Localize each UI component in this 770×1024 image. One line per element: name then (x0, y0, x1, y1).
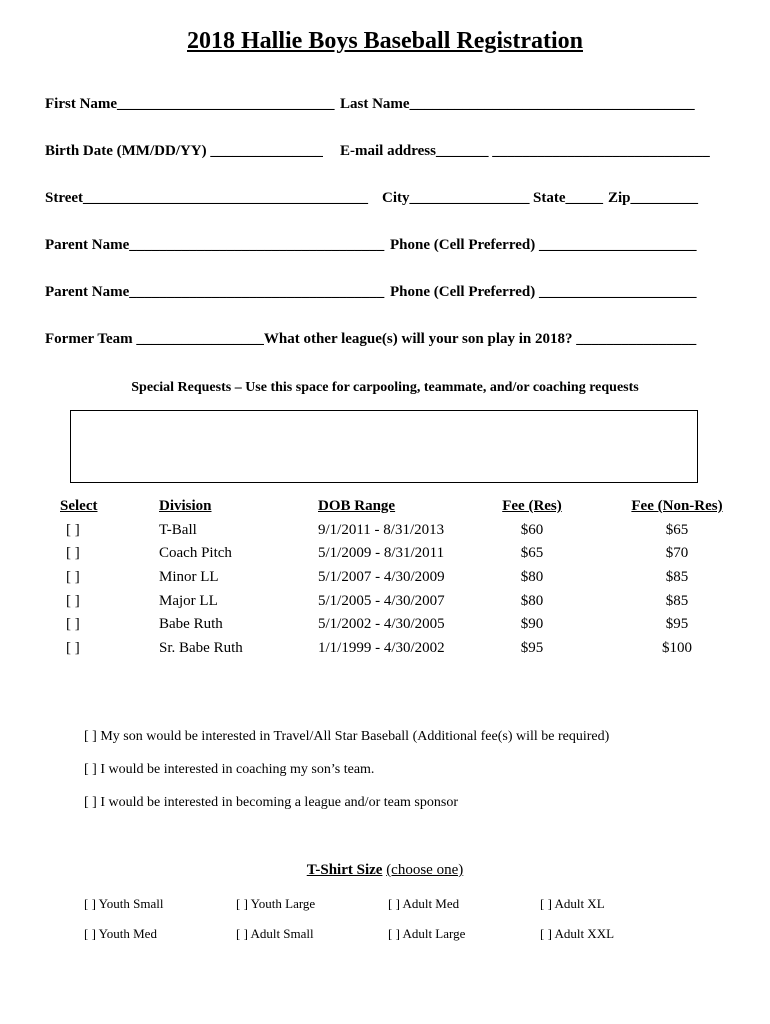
division-name: Major LL (159, 593, 218, 609)
first-name-field[interactable]: First Name_____________________________ (45, 96, 335, 112)
tshirt-youth-large[interactable]: [ ] Youth Large (236, 896, 316, 911)
division-name: Sr. Babe Ruth (159, 640, 243, 656)
phone-field-1[interactable]: Phone (Cell Preferred) _____________________ (390, 237, 697, 253)
tshirt-size-label: T-Shirt Size (306, 862, 383, 878)
division-name: Minor LL (159, 569, 219, 585)
zip-field[interactable]: Zip_________ (608, 190, 699, 206)
last-name-field[interactable]: Last Name______________________________________ (340, 96, 695, 112)
dob-range: 9/1/2011 - 8/31/2013 (318, 522, 445, 538)
select-checkbox-major-ll[interactable]: [ ] (66, 593, 80, 609)
page-title: 2018 Hallie Boys Baseball Registration (187, 28, 583, 54)
tshirt-choose-one: (choose one) (386, 862, 464, 878)
dob-range: 1/1/1999 - 4/30/2002 (318, 640, 445, 656)
fee-res: $65 (520, 545, 544, 561)
dob-range: 5/1/2005 - 4/30/2007 (318, 593, 445, 609)
special-requests-label: Special Requests – Use this space for carpooling, teammate, and/or coaching requests (131, 380, 639, 395)
fee-res: $80 (520, 569, 544, 585)
birth-date-field[interactable]: Birth Date (MM/DD/YY) _______________ (45, 143, 323, 159)
header-division: Division (159, 498, 212, 514)
tshirt-youth-med[interactable]: [ ] Youth Med (84, 926, 157, 941)
tshirt-adult-xl[interactable]: [ ] Adult XL (540, 896, 605, 911)
street-field[interactable]: Street______________________________________ (45, 190, 369, 206)
header-fee-nonres: Fee (Non-Res) (631, 498, 723, 514)
option-travel-all-star[interactable]: [ ] My son would be interested in Travel/All Star Baseball (Additional fee(s) will be required) (84, 729, 610, 744)
dob-range: 5/1/2009 - 8/31/2011 (318, 545, 445, 561)
fee-nonres: $65 (665, 522, 689, 538)
header-fee-res: Fee (Res) (502, 498, 562, 514)
header-dob-range: DOB Range (318, 498, 396, 514)
select-checkbox-coach-pitch[interactable]: [ ] (66, 545, 80, 561)
parent-name-field-2[interactable]: Parent Name__________________________________ (45, 284, 385, 300)
state-field[interactable]: State_____ (533, 190, 603, 206)
tshirt-adult-xxl[interactable]: [ ] Adult XXL (540, 926, 615, 941)
fee-res: $95 (520, 640, 544, 656)
division-name: Babe Ruth (159, 616, 223, 632)
select-checkbox-tball[interactable]: [ ] (66, 522, 80, 538)
special-requests-box[interactable] (70, 410, 698, 483)
select-checkbox-sr-babe-ruth[interactable]: [ ] (66, 640, 80, 656)
city-field[interactable]: City________________ (382, 190, 530, 206)
header-select: Select (60, 498, 98, 514)
former-team-field[interactable]: Former Team _________________What other league(s) will your son play in 2018? ________________ (45, 331, 697, 347)
select-checkbox-babe-ruth[interactable]: [ ] (66, 616, 80, 632)
tshirt-adult-large[interactable]: [ ] Adult Large (388, 926, 466, 941)
tshirt-size-heading (0, 862, 770, 879)
select-checkbox-minor-ll[interactable]: [ ] (66, 569, 80, 585)
fee-nonres: $95 (665, 616, 689, 632)
phone-field-2[interactable]: Phone (Cell Preferred) _____________________ (390, 284, 697, 300)
dob-range: 5/1/2007 - 4/30/2009 (318, 569, 445, 585)
parent-name-field-1[interactable]: Parent Name__________________________________ (45, 237, 385, 253)
tshirt-adult-med[interactable]: [ ] Adult Med (388, 896, 460, 911)
fee-nonres: $100 (662, 640, 692, 656)
fee-nonres: $85 (665, 593, 689, 609)
dob-range: 5/1/2002 - 4/30/2005 (318, 616, 445, 632)
fee-res: $80 (520, 593, 544, 609)
fee-nonres: $85 (665, 569, 689, 585)
tshirt-youth-small[interactable]: [ ] Youth Small (84, 896, 164, 911)
fee-res: $90 (520, 616, 544, 632)
option-sponsor[interactable]: [ ] I would be interested in becoming a league and/or team sponsor (84, 795, 458, 810)
option-coaching[interactable]: [ ] I would be interested in coaching my son’s team. (84, 762, 375, 777)
fee-res: $60 (520, 522, 544, 538)
fee-nonres: $70 (665, 545, 689, 561)
division-name: T-Ball (159, 522, 197, 538)
tshirt-adult-small[interactable]: [ ] Adult Small (236, 926, 314, 941)
division-name: Coach Pitch (159, 545, 232, 561)
email-field[interactable]: E-mail address_______ _____________________________ (340, 143, 710, 159)
